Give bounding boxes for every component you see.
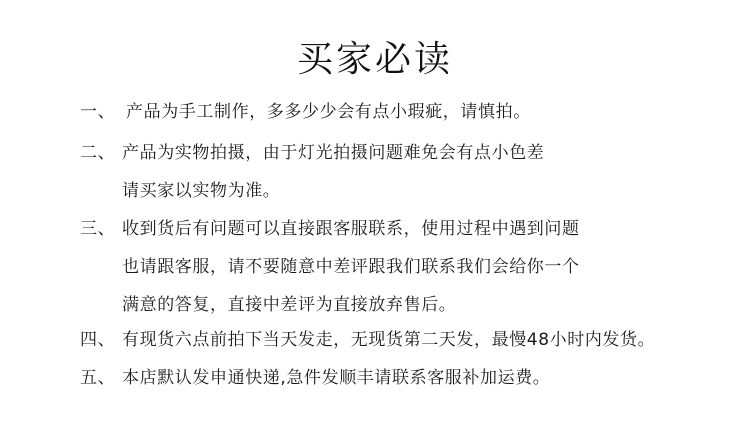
item-text: 产品为实物拍摄，由于灯光拍摄问题难免会有点小色差: [122, 143, 545, 163]
notice-item-2-continuation: [122, 179, 280, 203]
item-number: 一、: [80, 102, 116, 122]
item-number: 二、: [80, 143, 116, 163]
notice-item-1: [80, 100, 531, 124]
notice-item-3-continuation: [122, 293, 456, 317]
item-text: 收到货后有问题可以直接跟客服联系，使用过程中遇到问题: [122, 219, 580, 239]
notice-item-5: [80, 366, 550, 390]
item-text: 也请跟客服，请不要随意中差评跟我们联系我们会给你一个: [122, 257, 580, 277]
notice-item-4: [80, 328, 655, 352]
item-text: 请买家以实物为准。: [122, 181, 281, 201]
item-number: 五、: [80, 368, 116, 388]
page-title: 买家必读: [296, 39, 453, 80]
item-text: 满意的答复，直接中差评为直接放弃售后。: [122, 295, 457, 315]
item-number: 四、: [80, 330, 116, 350]
notice-item-3: [80, 217, 580, 241]
notice-item-2: [80, 141, 544, 165]
item-number: 三、: [80, 219, 116, 239]
item-text: 有现货六点前拍下当天发走，无现货第二天发，最慢48小时内发货。: [122, 330, 656, 350]
notice-item-3-continuation: [122, 255, 580, 279]
item-text: 本店默认发申通快递,急件发顺丰请联系客服补加运费。: [122, 368, 551, 388]
item-text: 产品为手工制作，多多少少会有点小瑕疵，请慎拍。: [126, 102, 531, 122]
